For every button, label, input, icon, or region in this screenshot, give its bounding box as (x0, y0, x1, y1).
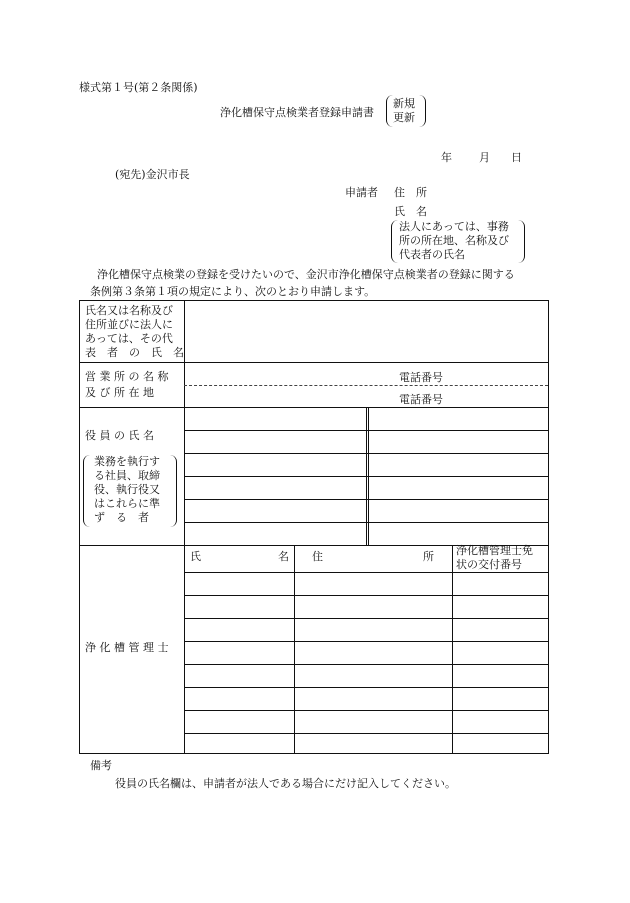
manager-line (184, 664, 548, 665)
header-address-a: 住 (312, 550, 323, 563)
manager-line (184, 710, 548, 711)
officer-line (184, 476, 548, 477)
form-title: 浄化槽保守点検業者登録申請書 (220, 106, 374, 119)
addressee: (宛先)金沢市長 (115, 168, 190, 181)
officer-note-brace: 業務を執行す る社員、取締 役、執行役又 はこれらに準 ず る 者 (83, 455, 177, 527)
date-month: 月 (479, 151, 490, 164)
officer-line (184, 430, 548, 431)
notes-heading: 備考 (90, 759, 112, 772)
corp-note-line: 法人にあっては、事務 (399, 220, 509, 233)
officer-line (184, 522, 548, 523)
officer-line (184, 499, 548, 500)
row-divider (80, 407, 548, 408)
application-table (79, 300, 549, 754)
row-divider (80, 362, 548, 363)
manager-column-divider (294, 545, 295, 753)
phone-label-1: 電話番号 (399, 371, 443, 384)
manager-line (184, 572, 548, 573)
header-license: 浄化槽管理士免 状の交付番号 (456, 544, 533, 571)
date-day: 日 (511, 151, 522, 164)
option-renew: 更新 (393, 111, 415, 124)
row1-label: 氏名又は名称及び 住所並びに法人に あっては、その代 表 者 の 氏 名 (85, 304, 184, 359)
corp-note-brace (391, 220, 525, 263)
body-text-line1: 浄化槽保守点検業の登録を受けたいので、金沢市浄化槽保守点検業者の登録に関する (97, 268, 515, 281)
manager-line (184, 641, 548, 642)
header-name-a: 氏 (190, 550, 201, 563)
row2-label: 営 業 所 の 名 称 及 び 所 在 地 (85, 370, 169, 399)
option-new: 新規 (393, 97, 415, 110)
corp-note-line: 所の所在地、名称及び (399, 234, 509, 247)
header-address-b: 所 (423, 550, 434, 563)
form-number: 様式第１号(第２条関係) (79, 81, 198, 94)
applicant-name-label: 氏 名 (394, 205, 427, 218)
notes-text: 役員の氏名欄は、申請者が法人である場合にだけ記入してください。 (115, 777, 456, 790)
officer-line (184, 453, 548, 454)
applicant-label: 申請者 (345, 186, 378, 199)
title-option-brace (386, 95, 426, 127)
date-year: 年 (441, 151, 452, 164)
header-name-b: 名 (278, 550, 289, 563)
phone-label-2: 電話番号 (399, 393, 443, 406)
corp-note-line: 代表者の氏名 (399, 248, 465, 261)
manager-line (184, 733, 548, 734)
manager-column-divider (452, 545, 453, 753)
manager-line (184, 687, 548, 688)
row3-label: 役 員 の 氏 名 (85, 429, 154, 442)
row4-label: 浄 化 槽 管 理 士 (85, 641, 169, 654)
phone-divider (184, 385, 548, 386)
applicant-address-label: 住 所 (394, 186, 427, 199)
label-column-divider (184, 301, 185, 753)
manager-line (184, 618, 548, 619)
body-text-line2: 条例第３条第１項の規定により、次のとおり申請します。 (90, 285, 376, 298)
manager-line (184, 595, 548, 596)
